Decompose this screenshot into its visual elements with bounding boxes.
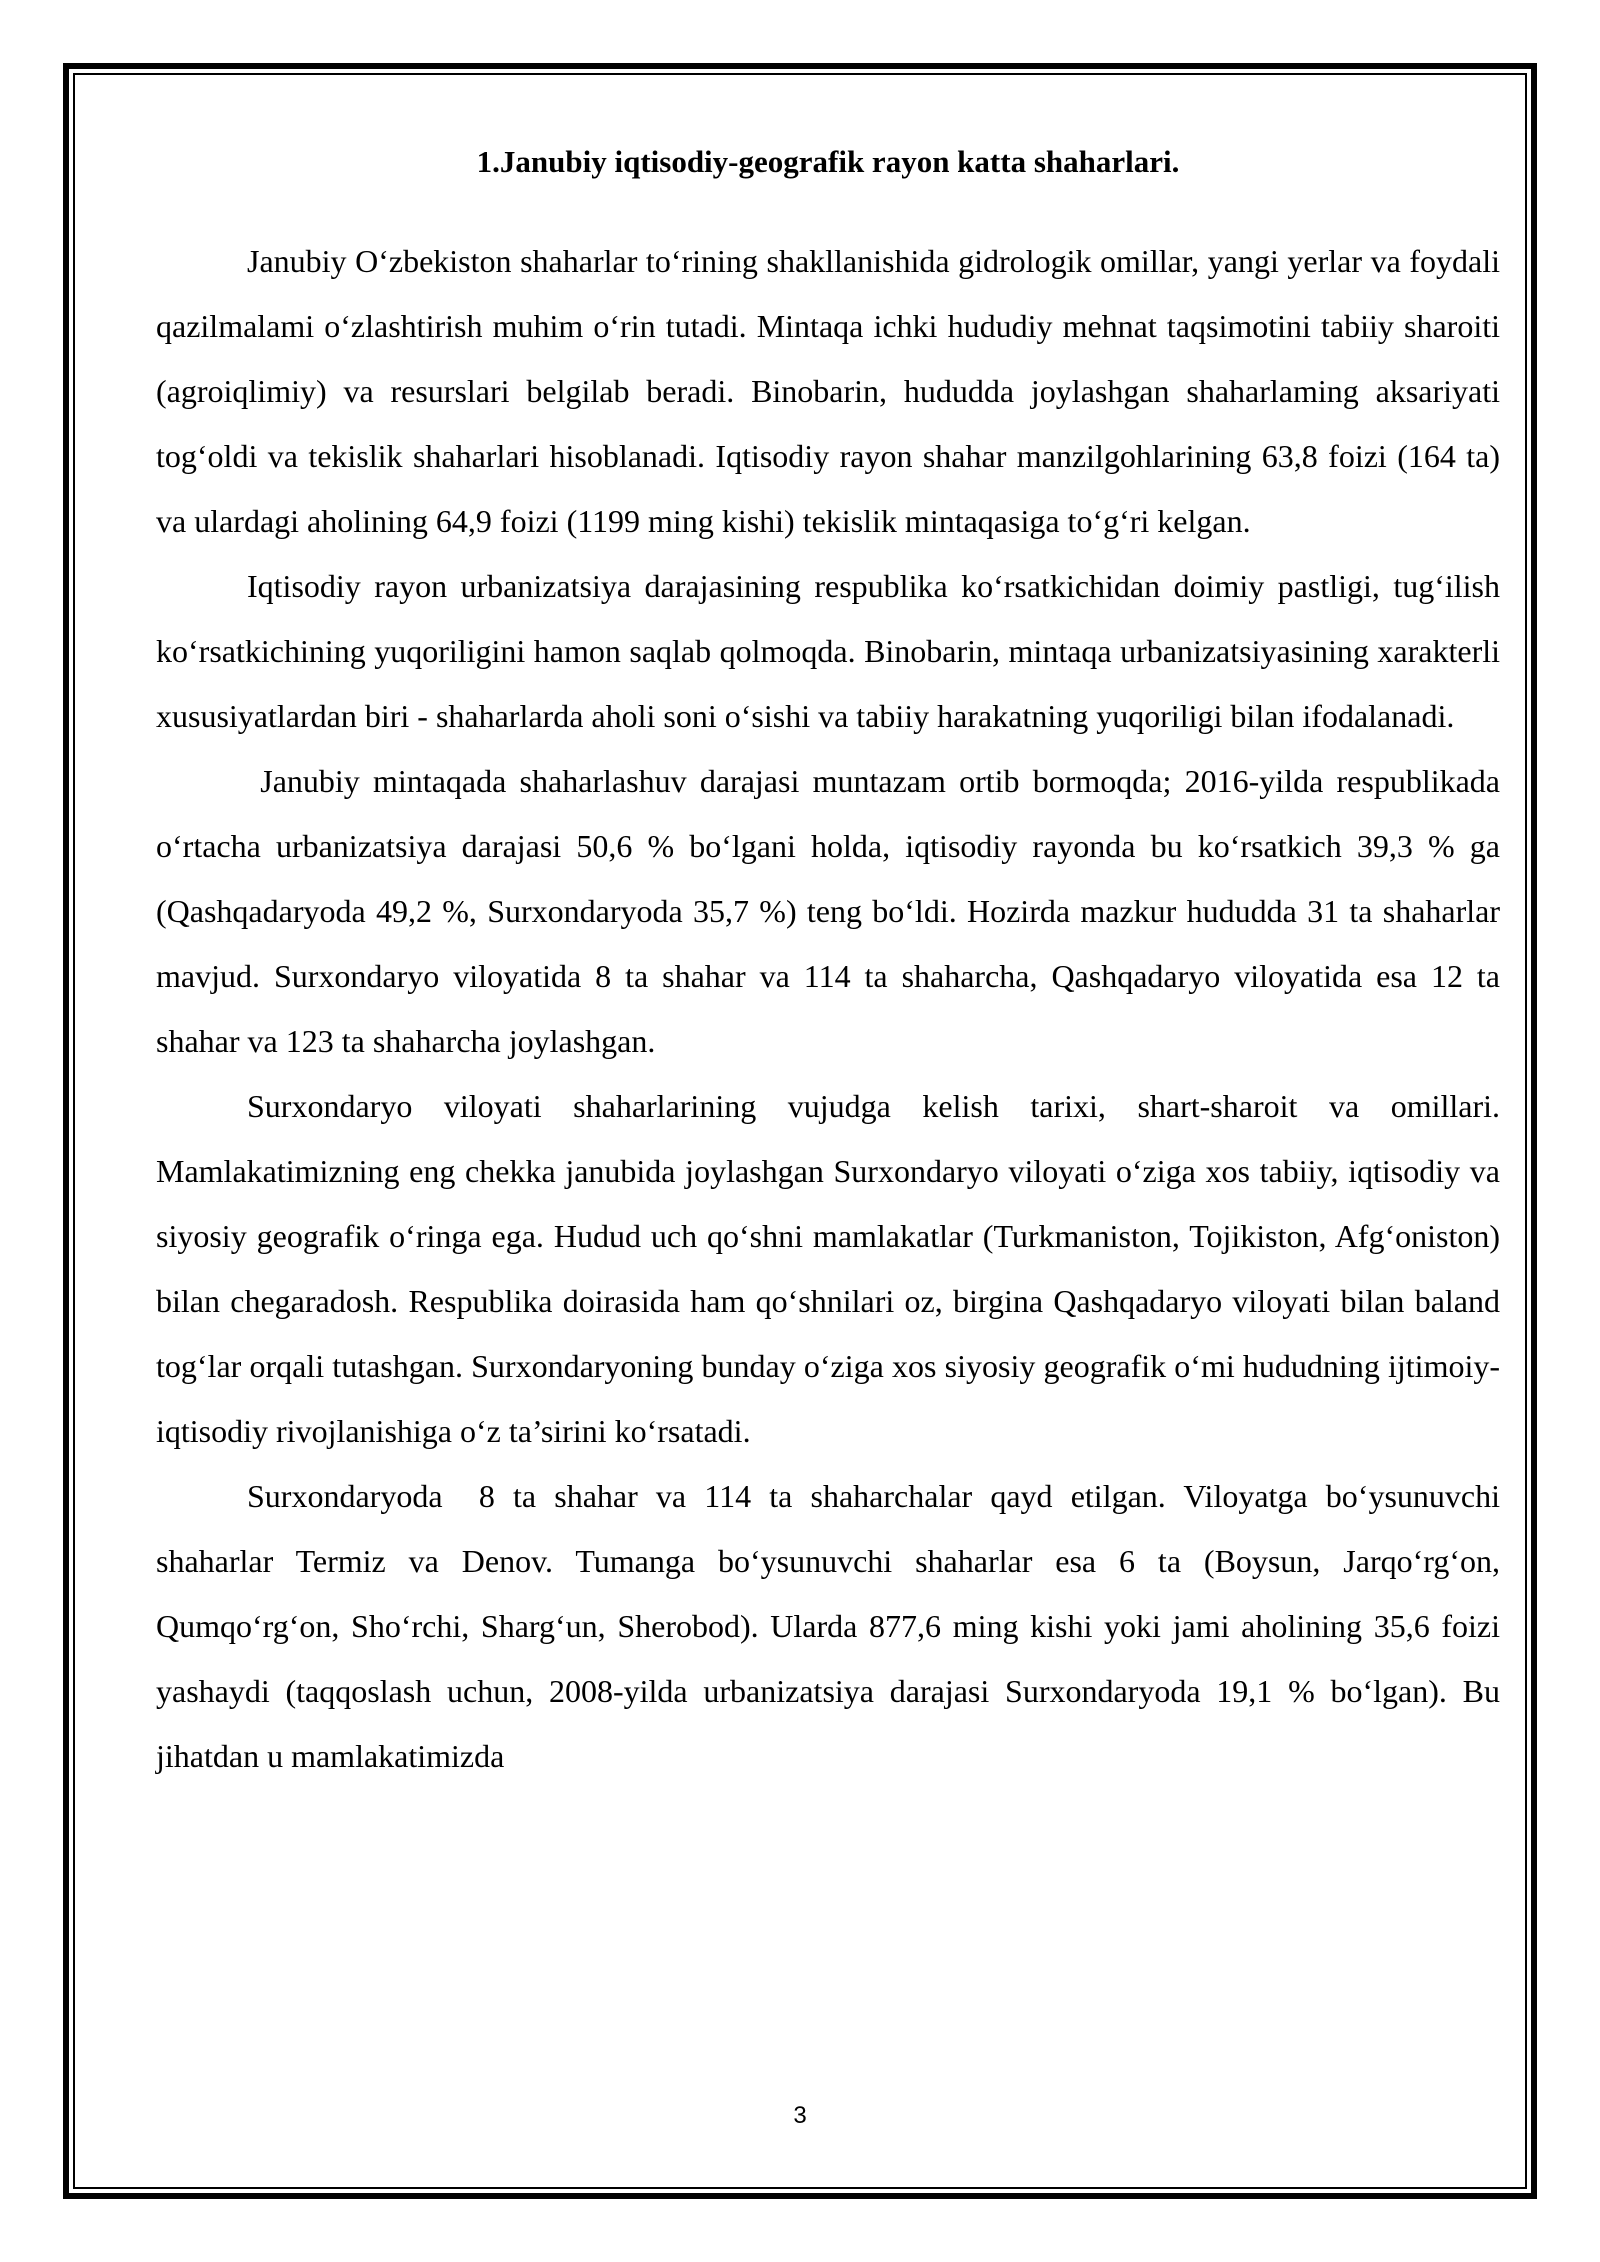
- paragraph-5: Surxondaryoda 8 ta shahar va 114 ta shaharchalar qayd etilgan. Viloyatga bo‘ysunuvchi shaharlar Termiz va Denov. Tumanga bo‘ysunuvchi shaharlar esa 6 ta (Boysun, Jarqo‘rg‘on, Qumqo‘rg‘on, Sho‘rchi, Sharg‘un, Sherobod). Ularda 877,6 ming kishi yoki jami aholining 35,6 foizi yashaydi (taqqoslash uchun, 2008-yilda urbanizatsiya darajasi Surxondaryoda 19,1 % bo‘lgan). Bu jihatdan u mamlakatimizda: [156, 1478, 1508, 1774]
- document-title: 1.Janubiy iqtisodiy-geografik rayon katta shaharlari.: [476, 144, 1180, 179]
- paragraph-1: Janubiy O‘zbekiston shaharlar to‘rining shakllanishida gidrologik omillar, yangi yerlar va foydali qazilmalami o‘zlashtirish muhim o‘rin tutadi. Mintaqa ichki hududiy mehnat taqsimotini tabiiy sharoiti (agroiqlimiy) va resurslari belgilab beradi. Binobarin, hududda joylashgan shaharlaming aksariyati tog‘oldi va tekislik shaharlari hisoblanadi. Iqtisodiy rayon shahar manzilgohlarining 63,8 foizi (164 ta) va ulardagi aholining 64,9 foizi (1199 ming kishi) tekislik mintaqasiga to‘g‘ri kelgan.: [156, 243, 1508, 539]
- paragraph-2: Iqtisodiy rayon urbanizatsiya darajasining respublika ko‘rsatkichidan doimiy pastligi, tug‘ilish ko‘rsatkichining yuqoriligini hamon saqlab qolmoqda. Binobarin, mintaqa urbanizatsiyasining xarakterli xususiyatlardan biri - shaharlarda aholi soni o‘sishi va tabiiy harakatning yuqoriligi bilan ifodalanadi.: [156, 568, 1508, 734]
- document-body: [156, 138, 1508, 1789]
- paragraph-4: Surxondaryo viloyati shaharlarining vujudga kelish tarixi, shart-sharoit va omillari. Mamlakatimizning eng chekka janubida joylashgan Surxondaryo viloyati o‘ziga xos tabiiy, iqtisodiy va siyosiy geografik o‘ringa ega. Hudud uch qo‘shni mamlakatlar (Turkmaniston, Tojikiston, Afg‘oniston) bilan chegaradosh. Respublika doirasida ham qo‘shnilari oz, birgina Qashqadaryo viloyati bilan baland tog‘lar orqali tutashgan. Surxondaryoning bunday o‘ziga xos siyosiy geografik o‘mi hududning ijtimoiy-iqtisodiy rivojlanishiga o‘z ta’sirini ko‘rsatadi.: [156, 1088, 1508, 1449]
- page-number: 3: [793, 2102, 807, 2129]
- paragraph-3: Janubiy mintaqada shaharlashuv darajasi muntazam ortib bormoqda; 2016-yilda respublikada o‘rtacha urbanizatsiya darajasi 50,6 % bo‘lgani holda, iqtisodiy rayonda bu ko‘rsatkich 39,3 % ga (Qashqadaryoda 49,2 %, Surxondaryoda 35,7 %) teng bo‘ldi. Hozirda mazkur hududda 31 ta shaharlar mavjud. Surxondaryo viloyatida 8 ta shahar va 114 ta shaharcha, Qashqadaryo viloyatida esa 12 ta shahar va 123 ta shaharcha joylashgan.: [156, 763, 1508, 1059]
